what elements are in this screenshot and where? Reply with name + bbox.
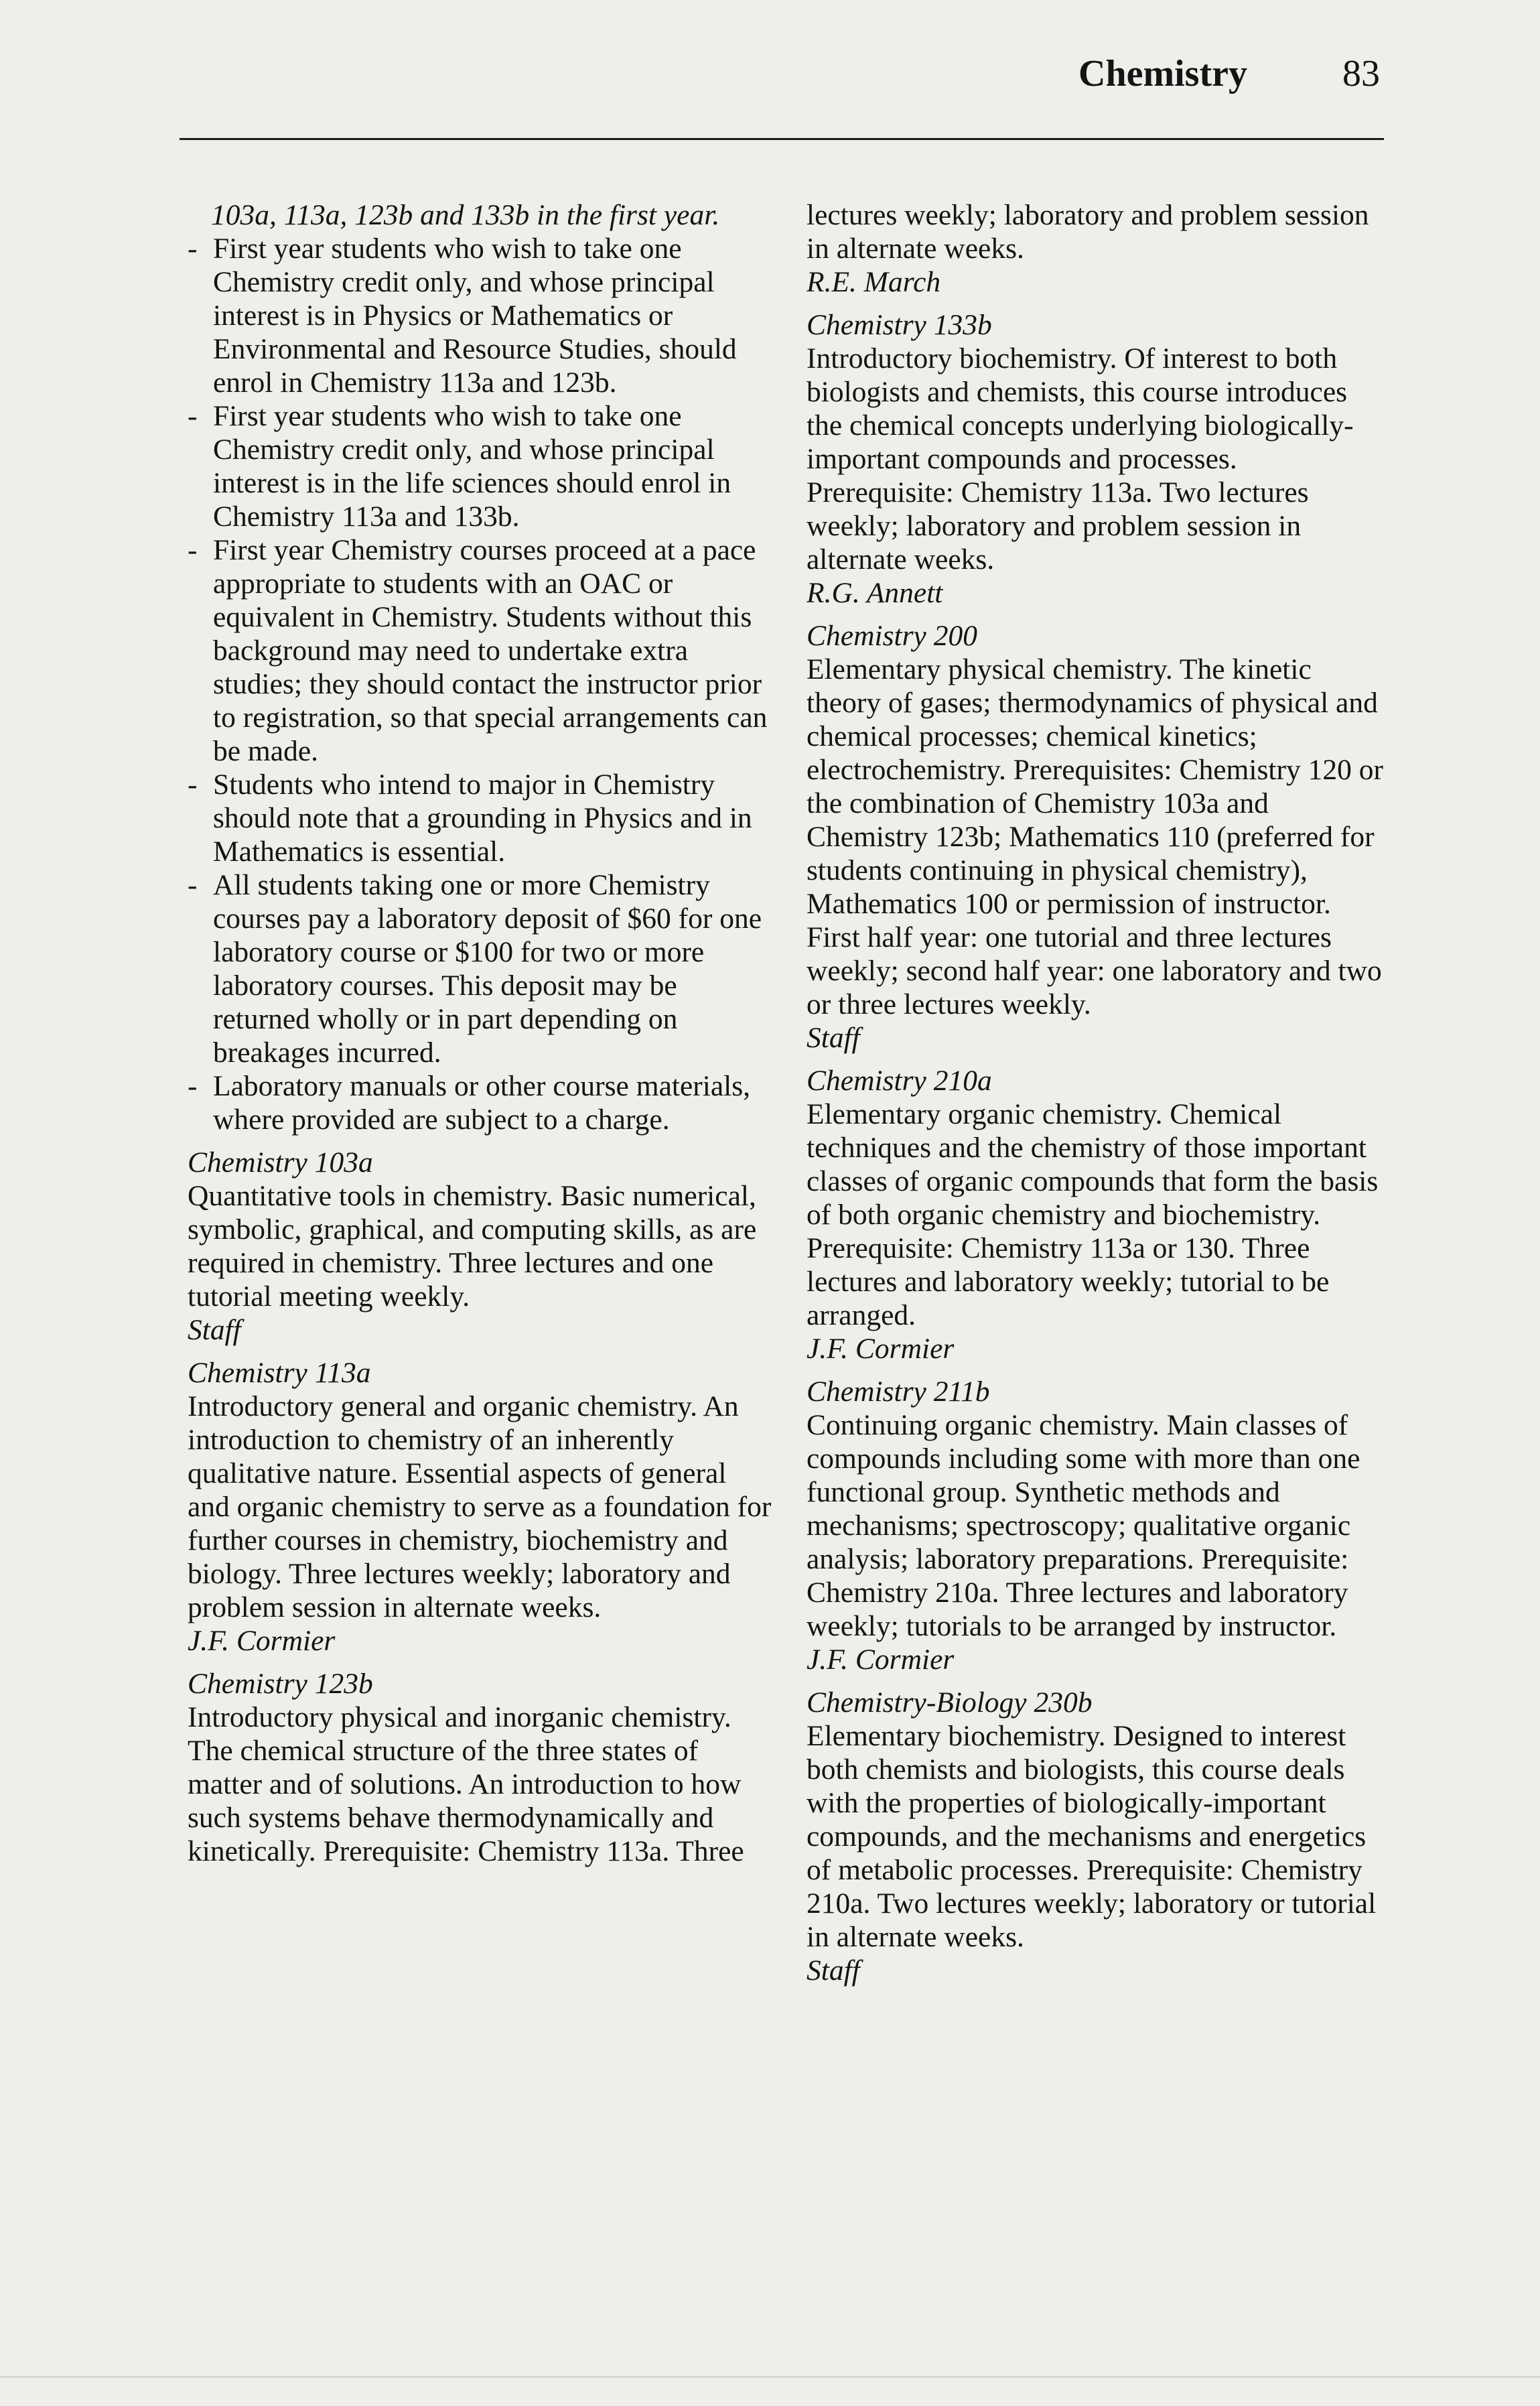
course-instructor: Staff	[807, 1954, 860, 1987]
bullet-dash: -	[188, 534, 198, 566]
page-edge-line	[0, 2376, 1540, 2378]
bullet-item	[188, 533, 772, 768]
continued-description: lectures weekly; laboratory and problem session in alternate weeks.	[807, 199, 1369, 265]
intro-continuation: 103a, 113a, 123b and 133b in the first year.	[211, 199, 720, 231]
course-entry	[807, 308, 1389, 610]
course-description: Introductory biochemistry. Of interest to both biologists and chemists, this course introduces the chemical concepts underlying biologically-important compounds and processes. Prerequisite: Chemistry 113a. Two lectures weekly; laboratory and problem session in alternate weeks.	[807, 342, 1354, 576]
course-name: Chemistry 133b	[807, 309, 992, 341]
course-instructor: J.F. Cormier	[807, 1333, 955, 1365]
bullet-text: Students who intend to major in Chemistry should note that a grounding in Physics and in Mathematics is essential.	[213, 768, 752, 868]
course-name: Chemistry 200	[807, 620, 977, 652]
course-entry	[807, 1064, 1389, 1365]
course-description: Elementary physical chemistry. The kinetic theory of gases; thermodynamics of physical and chemical processes; chemical kinetics; electrochemistry. Prerequisites: Chemistry 120 or the combination of Chemistry 103a and Chemistry 123b; Mathematics 110 (preferred for students continuing in physical chemistry), Mathematics 100 or permission of instructor. First half year: one tutorial and three lectures weekly; second half year: one laboratory and two or three lectures weekly.	[807, 653, 1383, 1020]
course-instructor: J.F. Cormier	[188, 1625, 336, 1657]
bullet-dash: -	[188, 1070, 198, 1102]
course-description: Introductory general and organic chemistry. An introduction to chemistry of an inherently qualitative nature. Essential aspects of general and organic chemistry to serve as a foundation for further courses in chemistry, biochemistry and biology. Three lectures weekly; laboratory and problem session in alternate weeks.	[188, 1390, 772, 1623]
course-entry	[188, 1356, 772, 1658]
bullet-text: Laboratory manuals or other course materials, where provided are subject to a charge.	[213, 1070, 751, 1136]
running-header	[1032, 52, 1380, 113]
bullet-dash: -	[188, 232, 198, 265]
left-column	[188, 198, 772, 1868]
course-description: Elementary organic chemistry. Chemical techniques and the chemistry of those important classes of organic compounds that form the basis of both organic chemistry and biochemistry. Prerequisite: Chemistry 113a or 130. Three lectures and laboratory weekly; tutorial to be arranged.	[807, 1098, 1379, 1331]
course-entry	[807, 619, 1389, 1055]
bullet-item	[188, 768, 772, 868]
bullet-dash: -	[188, 869, 198, 901]
course-description: Quantitative tools in chemistry. Basic numerical, symbolic, graphical, and computing skills, as are required in chemistry. Three lectures and one tutorial meeting weekly.	[188, 1180, 757, 1313]
course-instructor: Staff	[188, 1314, 241, 1346]
bullet-dash: -	[188, 768, 198, 801]
bullet-item	[188, 1069, 772, 1136]
course-description: Elementary biochemistry. Designed to interest both chemists and biologists, this course deals with the properties of biologically-important compounds, and the mechanisms and energetics of metabolic processes. Prerequisite: Chemistry 210a. Two lectures weekly; laboratory or tutorial in alternate weeks.	[807, 1720, 1377, 1953]
bullet-text: First year Chemistry courses proceed at a pace appropriate to students with an OAC or equivalent in Chemistry. Students without this background may need to undertake extra studies; they should contact the instructor prior to registration, so that special arrangements can be made.	[213, 534, 768, 767]
course-instructor: R.G. Annett	[807, 577, 943, 609]
course-entry	[188, 1146, 772, 1347]
bullet-item	[188, 399, 772, 533]
course-entry	[807, 1686, 1389, 1987]
course-name: Chemistry 210a	[807, 1065, 992, 1097]
bullet-text: First year students who wish to take one Chemistry credit only, and whose principal interest is in Physics or Mathematics or Environmental and Resource Studies, should enrol in Chemistry 113a and 123b.	[213, 232, 737, 399]
course-instructor: J.F. Cormier	[807, 1644, 955, 1676]
bullet-text: First year students who wish to take one Chemistry credit only, and whose principal interest is in the life sciences should enrol in Chemistry 113a and 133b.	[213, 400, 731, 533]
course-instructor: Staff	[807, 1022, 860, 1054]
section-title: Chemistry	[1078, 53, 1247, 94]
course-description: Continuing organic chemistry. Main classes of compounds including some with more than one functional group. Synthetic methods and mechanisms; spectroscopy; qualitative organic analysis; laboratory preparations. Prerequisite: Chemistry 210a. Three lectures and laboratory weekly; tutorials to be arranged by instructor.	[807, 1409, 1360, 1642]
course-description: Introductory physical and inorganic chemistry. The chemical structure of the three states of matter and of solutions. An introduction to how such systems behave thermodynamically and kinetically. Prerequisite: Chemistry 113a. Three	[188, 1701, 744, 1867]
bullet-item	[188, 232, 772, 399]
course-name: Chemistry 211b	[807, 1376, 990, 1408]
course-entry	[188, 1667, 772, 1868]
course-name: Chemistry 123b	[188, 1668, 373, 1700]
course-name: Chemistry 103a	[188, 1146, 373, 1179]
right-column	[807, 198, 1389, 1987]
course-name: Chemistry 113a	[188, 1357, 371, 1389]
course-entry	[807, 1375, 1389, 1676]
bullet-item	[188, 868, 772, 1069]
bullet-dash: -	[188, 400, 198, 432]
bullet-text: All students taking one or more Chemistry courses pay a laboratory deposit of $60 for one laboratory course or $100 for two or more laboratory courses. This deposit may be returned wholly or in part depending on breakages incurred.	[213, 869, 762, 1069]
header-rule	[180, 138, 1384, 140]
course-name: Chemistry-Biology 230b	[807, 1686, 1093, 1719]
page-number: 83	[1342, 53, 1380, 94]
course-instructor: R.E. March	[807, 266, 941, 298]
